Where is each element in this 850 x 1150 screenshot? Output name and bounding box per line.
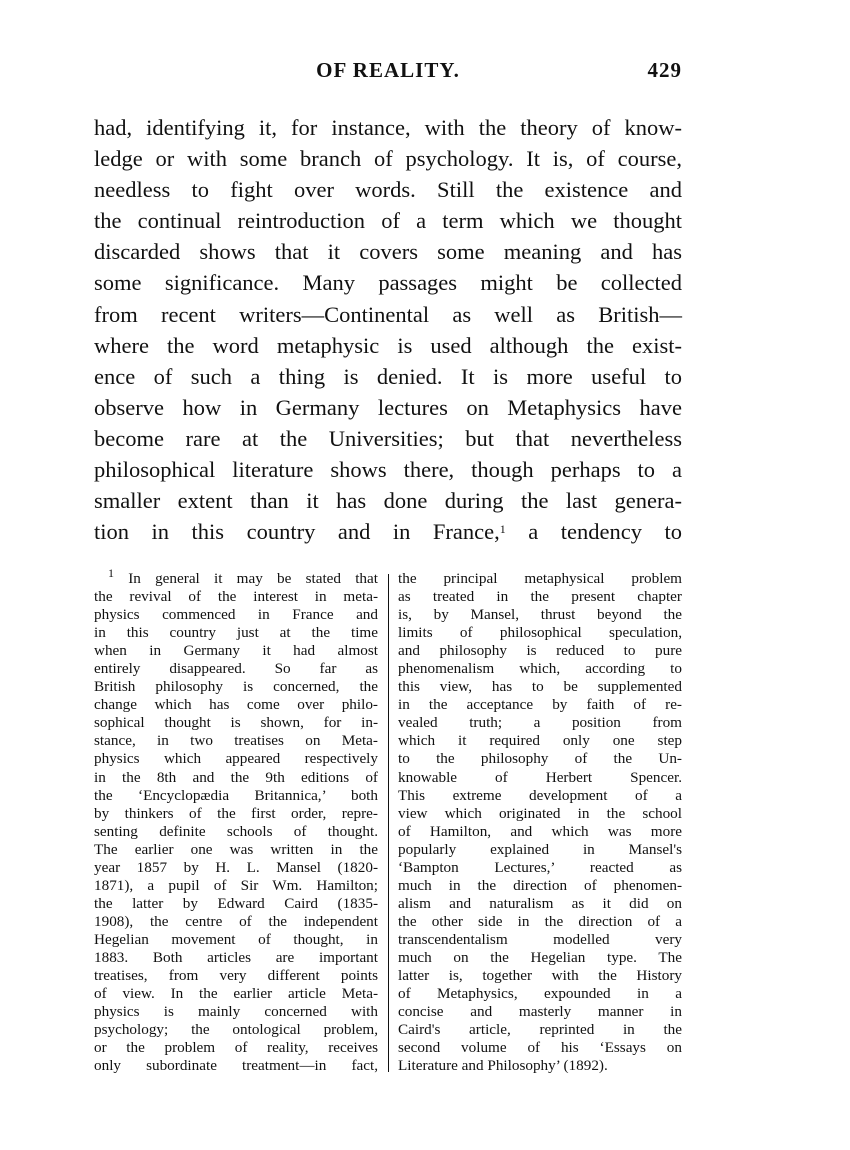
body-line: become rare at the Universities; but that nevertheless [94, 425, 682, 451]
footnote-line: limits of philosophical speculation, [398, 624, 682, 642]
body-line: philosophical literature shows there, though perhaps to a [94, 457, 682, 483]
footnote-line [94, 566, 378, 588]
body-line: some significance. Many passages might be collected [94, 270, 682, 296]
footnote-line: in the 8th and the 9th editions of [94, 768, 378, 786]
page-number: 429 [647, 58, 682, 82]
body-line: discarded shows that it covers some meaning and has [94, 239, 682, 265]
footnote-line: physics commenced in France and [94, 606, 378, 624]
footnote-line: senting definite schools of thought. [94, 822, 378, 840]
footnote-line: physics which appeared respectively [94, 750, 378, 768]
footnote-left-column [94, 566, 378, 1075]
footnote-line: of view. In the earlier article Meta- [94, 985, 378, 1003]
footnote-line: in this country just at the time [94, 624, 378, 642]
body-text [94, 112, 682, 547]
footnote-line: alism and naturalism as it did on [398, 894, 682, 912]
footnote [94, 566, 682, 1080]
footnote-line: much on the Hegelian type. The [398, 948, 682, 966]
footnote-line: of Metaphysics, expounded in a [398, 985, 682, 1003]
footnote-line: psychology; the ontological problem, [94, 1021, 378, 1039]
footnote-line: this view, has to be supplemented [398, 678, 682, 696]
footnote-line: phenomenalism which, according to [398, 660, 682, 678]
footnote-line: much in the direction of phenomen- [398, 876, 682, 894]
body-line: ence of such a thing is denied. It is more useful to [94, 363, 682, 389]
body-line: where the word metaphysic is used although the exist- [94, 332, 682, 358]
footnote-line: vealed truth; a position from [398, 714, 682, 732]
footnote-line: change which has come over philo- [94, 696, 378, 714]
footnote-line: the principal metaphysical problem [398, 570, 682, 587]
column-divider [388, 574, 389, 1072]
footnote-line: latter is, together with the History [398, 967, 682, 985]
footnote-line: or the problem of reality, receives [94, 1039, 378, 1057]
footnote-line: which it required only one step [398, 732, 682, 750]
footnote-line: is, by Mansel, thrust beyond the [398, 606, 682, 624]
footnote-line: year 1857 by H. L. Mansel (1820- [94, 858, 378, 876]
body-line: needless to fight over words. Still the existence and [94, 177, 682, 203]
footnote-line: of Hamilton, and which was more [398, 822, 682, 840]
body-line: the continual reintroduction of a term which we thought [94, 208, 682, 234]
footnote-line: by thinkers of the first order, repre- [94, 804, 378, 822]
footnote-line: entirely disappeared. So far as [94, 660, 378, 678]
body-line: smaller extent than it has done during the last genera- [94, 488, 682, 514]
footnote-line: This extreme development of a [398, 786, 682, 804]
running-title: OF REALITY. [316, 58, 460, 82]
running-head [94, 58, 682, 86]
footnote-line: Caird's article, reprinted in the [398, 1021, 682, 1039]
footnote-line: Literature and Philosophy’ (1892). [398, 1057, 608, 1075]
footnote-line: when in Germany it had almost [94, 642, 378, 660]
footnote-line: popularly explained in Mansel's [398, 840, 682, 858]
footnote-line-text: In general it may be stated that [128, 570, 378, 587]
body-line: ledge or with some branch of psychology. It is, of course, [94, 146, 682, 172]
footnote-line: the other side in the direction of a [398, 912, 682, 930]
footnote-line: in the acceptance by faith of re- [398, 696, 682, 714]
footnote-reference[interactable]: 1 [499, 522, 506, 537]
footnote-line: British philosophy is concerned, the [94, 678, 378, 696]
body-line-text: tion in this country and in France, [94, 519, 500, 545]
footnote-line: knowable of Herbert Spencer. [398, 768, 682, 786]
body-line: had, identifying it, for instance, with the theory of know- [94, 115, 682, 140]
footnote-line: to the philosophy of the Un- [398, 750, 682, 768]
footnote-line: 1871), a pupil of Sir Wm. Hamilton; [94, 876, 378, 894]
footnote-line: The earlier one was written in the [94, 840, 378, 858]
footnote-line: physics is mainly concerned with [94, 1003, 378, 1021]
footnote-marker: 1 [108, 566, 114, 580]
footnote-line: 1908), the centre of the independent [94, 912, 378, 930]
footnote-line: as treated in the present chapter [398, 588, 682, 606]
footnote-line: concise and masterly manner in [398, 1003, 682, 1021]
body-line: from recent writers—Continental as well as British— [94, 301, 682, 327]
footnote-line: second volume of his ‘Essays on [398, 1039, 682, 1057]
body-line: observe how in Germany lectures on Metaphysics have [94, 394, 682, 420]
footnote-line: transcendentalism modelled very [398, 930, 682, 948]
body-line-last [94, 516, 682, 547]
footnote-line: the revival of the interest in meta- [94, 588, 378, 606]
footnote-right-column [398, 570, 682, 1075]
footnote-line: view which originated in the school [398, 804, 682, 822]
footnote-line: treatises, from very different points [94, 967, 378, 985]
footnote-line: sophical thought is shown, for in- [94, 714, 378, 732]
footnote-line: Hegelian movement of thought, in [94, 930, 378, 948]
footnote-line: the ‘Encyclopædia Britannica,’ both [94, 786, 378, 804]
footnote-line: ‘Bampton Lectures,’ reacted as [398, 858, 682, 876]
footnote-line: only subordinate treatment—in fact, [94, 1057, 378, 1075]
body-line-tail: a tendency to [505, 519, 682, 545]
footnote-line: 1883. Both articles are important [94, 948, 378, 966]
footnote-line: and philosophy is reduced to pure [398, 642, 682, 660]
footnote-line: the latter by Edward Caird (1835- [94, 894, 378, 912]
footnote-line: stance, in two treatises on Meta- [94, 732, 378, 750]
